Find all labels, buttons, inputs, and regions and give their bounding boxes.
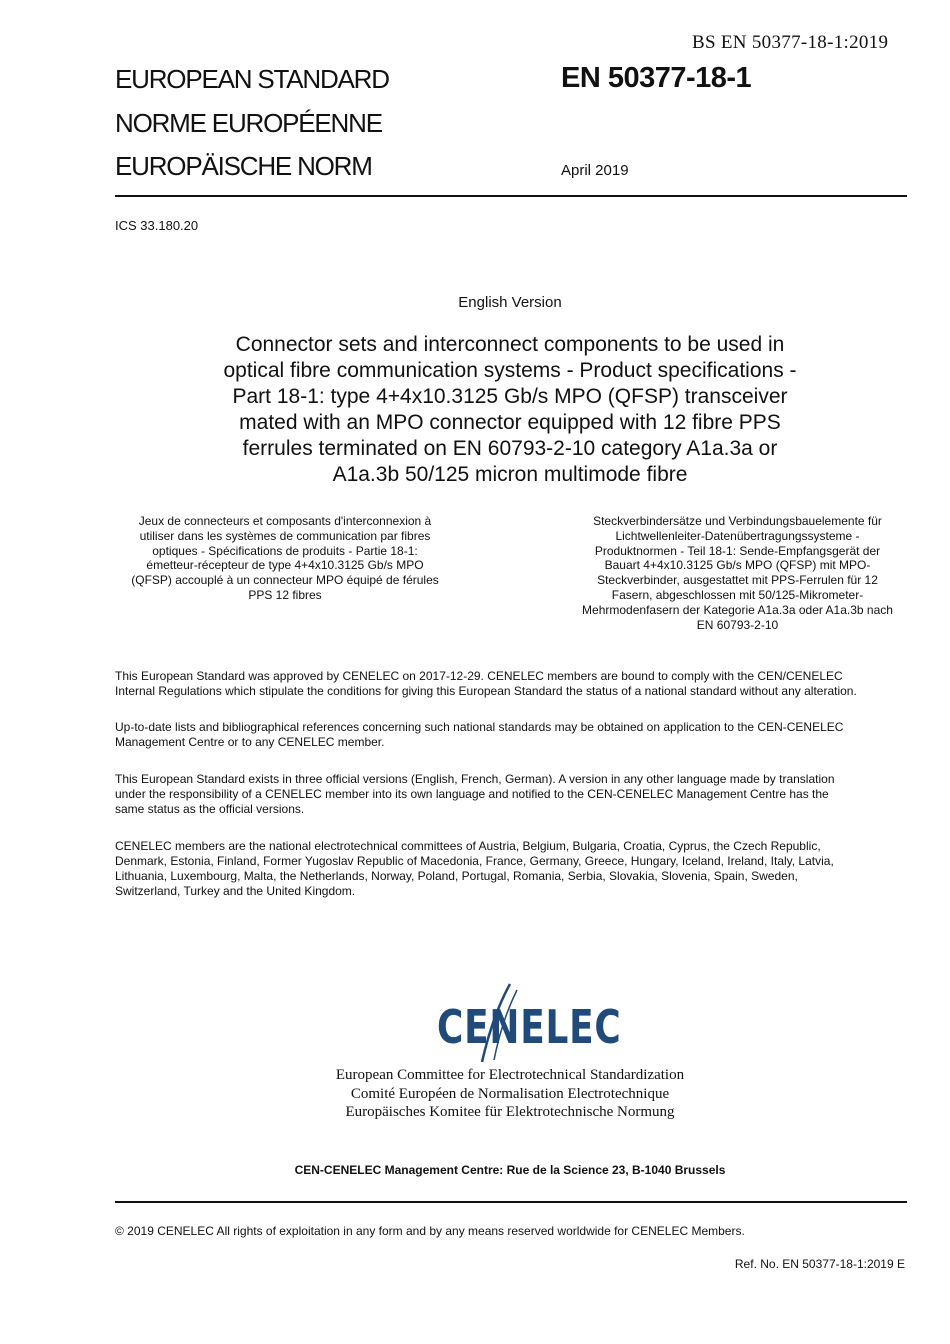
paragraph-line: Management Centre or to any CENELEC member. (115, 735, 385, 749)
french-title-line: Jeux de connecteurs et composants d'interconnexion à (138, 514, 432, 528)
committee-name-en: European Committee for Electrotechnical Standardization (335, 1067, 685, 1083)
title-line: Connector sets and interconnect components to be used in (235, 333, 785, 356)
german-title-line: Mehrmodenfasern der Kategorie A1a.3a oder A1a.3b nach (582, 602, 893, 617)
title-line: optical fibre communication systems - Product specifications - (223, 359, 797, 382)
publication-date: April 2019 (561, 162, 629, 179)
paragraph-line: This European Standard was approved by CENELEC on 2017-12-29. CENELEC members are bound to comply with the CEN/CENELEC (115, 669, 843, 683)
french-title-line: PPS 12 fibres (248, 587, 322, 602)
german-title (560, 514, 915, 632)
references-paragraph (115, 720, 907, 750)
approval-paragraph (115, 669, 907, 699)
language-version: English Version (458, 294, 562, 311)
paragraph-line: This European Standard exists in three official versions (English, French, German). A version in any other language made by translation (115, 772, 835, 786)
header-divider (115, 195, 907, 197)
bs-number: BS EN 50377-18-1:2019 (692, 32, 889, 53)
standard-line-de: EUROPÄISCHE NORM (115, 151, 372, 181)
german-title-line: Produktnormen - Teil 18-1: Sende-Empfangsgerät der (594, 543, 881, 558)
paragraph-line: same status as the official versions. (115, 802, 305, 816)
title-line: Part 18-1: type 4+4x10.3125 Gb/s MPO (QFSP) transceiver (232, 385, 788, 408)
german-title-line: Bauart 4+4x10.3125 Gb/s MPO (QFSP) mit MPO- (604, 558, 871, 573)
title-line: mated with an MPO connector equipped with 12 fibre PPS (239, 411, 781, 434)
german-title-line: Fasern, abgeschlossen mit 50/125-Mikrometer- (611, 587, 864, 602)
paragraph-line: Up-to-date lists and bibliographical references concerning such national standards may be obtained on application to the CEN-CENELEC (115, 720, 844, 734)
committee-name-de: Europäisches Komitee für Elektrotechnische Normung (345, 1104, 675, 1120)
paragraph-line: CENELEC members are the national electrotechnical committees of Austria, Belgium, Bulgaria, Croatia, Cyprus, the Czech Republic, (115, 839, 821, 853)
german-title-line: EN 60793-2-10 (696, 617, 779, 632)
french-title-line: émetteur-récepteur de type 4+4x10.3125 Gb/s MPO (146, 558, 424, 573)
standard-line-fr: NORME EUROPÉENNE (115, 108, 382, 138)
german-title-line: Steckverbinder, ausgestattet mit PPS-Ferrulen für 12 (597, 573, 878, 588)
standard-line-en: EUROPEAN STANDARD (115, 64, 389, 94)
paragraph-line: Switzerland, Turkey and the United Kingdom. (115, 884, 356, 898)
paragraph-line: under the responsibility of a CENELEC member into its own language and notified to the CEN-CENELEC Management Centre has the (115, 787, 829, 801)
french-title-line: utiliser dans les systèmes de communication par fibres (139, 528, 431, 543)
document-title (160, 332, 860, 488)
members-paragraph (115, 839, 907, 899)
paragraph-line: Internal Regulations which stipulate the conditions for giving this European Standard the status of a national standard without any alteration. (115, 684, 857, 698)
reference-number: Ref. No. EN 50377-18-1:2019 E (734, 1257, 905, 1271)
german-title-line: Steckverbindersätze und Verbindungsbauelemente für (593, 514, 882, 528)
title-line: A1a.3b 50/125 micron multimode fibre (332, 463, 688, 486)
committee-names (260, 1066, 760, 1122)
title-line: ferrules terminated on EN 60793-2-10 category A1a.3a or (242, 437, 778, 460)
en-number: EN 50377-18-1 (561, 62, 752, 94)
german-title-line: Lichtwellenleiter-Datenübertragungssysteme - (615, 528, 860, 543)
committee-name-fr: Comité Européen de Normalisation Electrotechnique (350, 1085, 670, 1102)
copyright-notice: © 2019 CENELEC All rights of exploitation in any form and by any means reserved worldwide for CENELEC Members. (115, 1224, 745, 1238)
french-title-line: (QFSP) accouplé à un connecteur MPO équipé de férules (131, 573, 439, 588)
management-centre-address: CEN-CENELEC Management Centre: Rue de la Science 23, B-1040 Brussels (294, 1163, 726, 1177)
versions-paragraph (115, 772, 907, 817)
ics-code: ICS 33.180.20 (115, 218, 199, 233)
french-title-line: optiques - Spécifications de produits - Partie 18-1: (152, 543, 418, 558)
french-title (115, 514, 455, 603)
cenelec-logo: CENELEC (437, 1000, 622, 1054)
footer-divider (115, 1201, 907, 1203)
paragraph-line: Lithuania, Luxembourg, Malta, the Netherlands, Norway, Poland, Portugal, Romania, Serbia, Slovakia, Slovenia, Spain, Sweden, (115, 869, 798, 883)
paragraph-line: Denmark, Estonia, Finland, Former Yugoslav Republic of Macedonia, France, Germany, Greece, Hungary, Iceland, Ireland, Italy, Latvia, (115, 854, 834, 868)
